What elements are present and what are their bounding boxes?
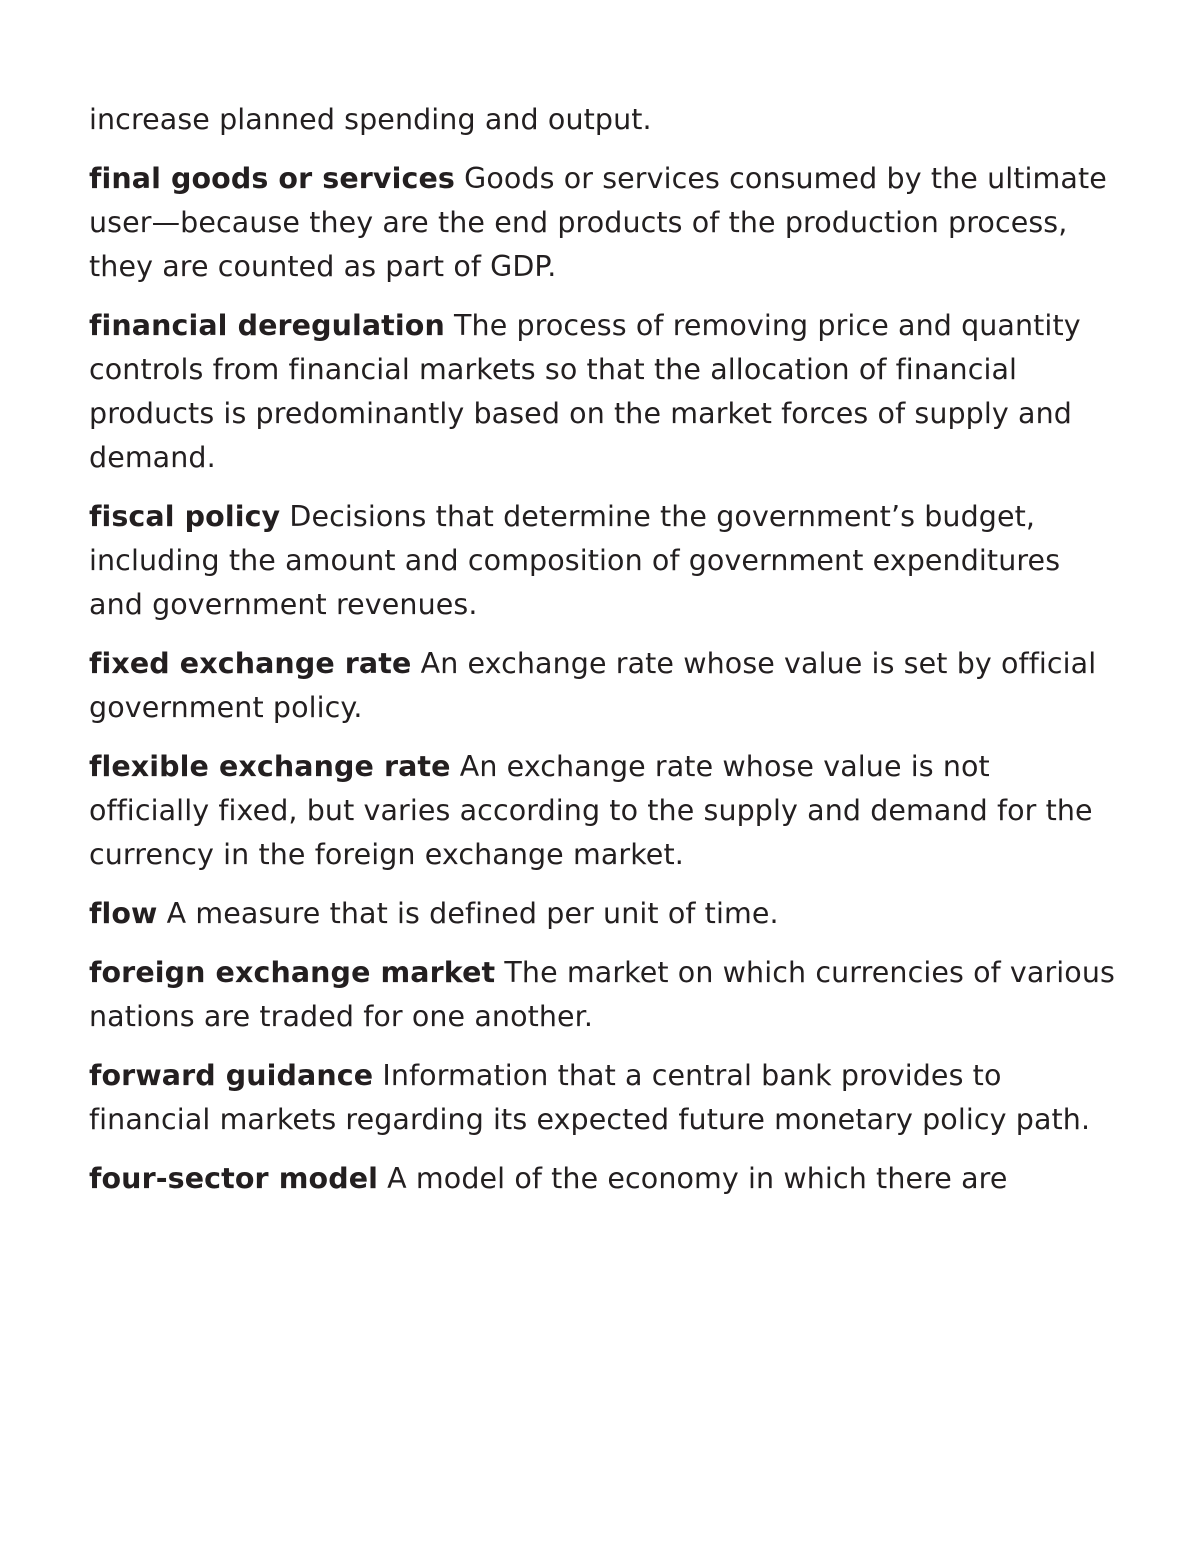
glossary-entry [89,304,1119,480]
glossary-definition: Decisions that determine the government’s budget, including the amount and composition of government expenditures and government revenues. [89,500,1061,621]
glossary-term: fixed exchange rate [89,647,412,680]
glossary-term: final goods or services [89,162,455,195]
glossary-term: fiscal policy [89,500,281,533]
glossary-entry [89,745,1119,877]
glossary-definition: The market on which currencies of various nations are traded for one another. [89,956,1115,1033]
glossary-term: four-sector model [89,1162,378,1195]
glossary-entry [89,892,1119,936]
glossary-term: flow [89,897,158,930]
glossary-definition: The process of removing price and quantity controls from financial markets so that the allocation of financial products is predominantly based on the market forces of supply and demand. [89,309,1081,474]
glossary-entry [89,642,1119,730]
glossary-definition: An exchange rate whose value is set by official government policy. [89,647,1097,724]
glossary-entry [89,951,1119,1039]
glossary-entry [89,157,1119,289]
glossary-entry [89,1157,1119,1201]
glossary-term: forward guidance [89,1059,374,1092]
glossary-definition: Goods or services consumed by the ultimate user—because they are the end products of the production process, they are counted as part of GDP. [89,162,1107,283]
glossary-definition: A model of the economy in which there are [387,1162,1008,1195]
glossary-term: foreign exchange market [89,956,496,989]
glossary-term: flexible exchange rate [89,750,451,783]
glossary-definition: Information that a central bank provides to financial markets regarding its expected future monetary policy path. [89,1059,1091,1136]
glossary-definition: An exchange rate whose value is not officially fixed, but varies according to the supply and demand for the currency in the foreign exchange market. [89,750,1093,871]
glossary-definition: A measure that is defined per unit of time. [166,897,779,930]
glossary-entry [89,495,1119,627]
continuation-text: increase planned spending and output. [89,103,652,136]
glossary-content [89,98,1119,1216]
glossary-entry [89,1054,1119,1142]
glossary-term: financial deregulation [89,309,445,342]
